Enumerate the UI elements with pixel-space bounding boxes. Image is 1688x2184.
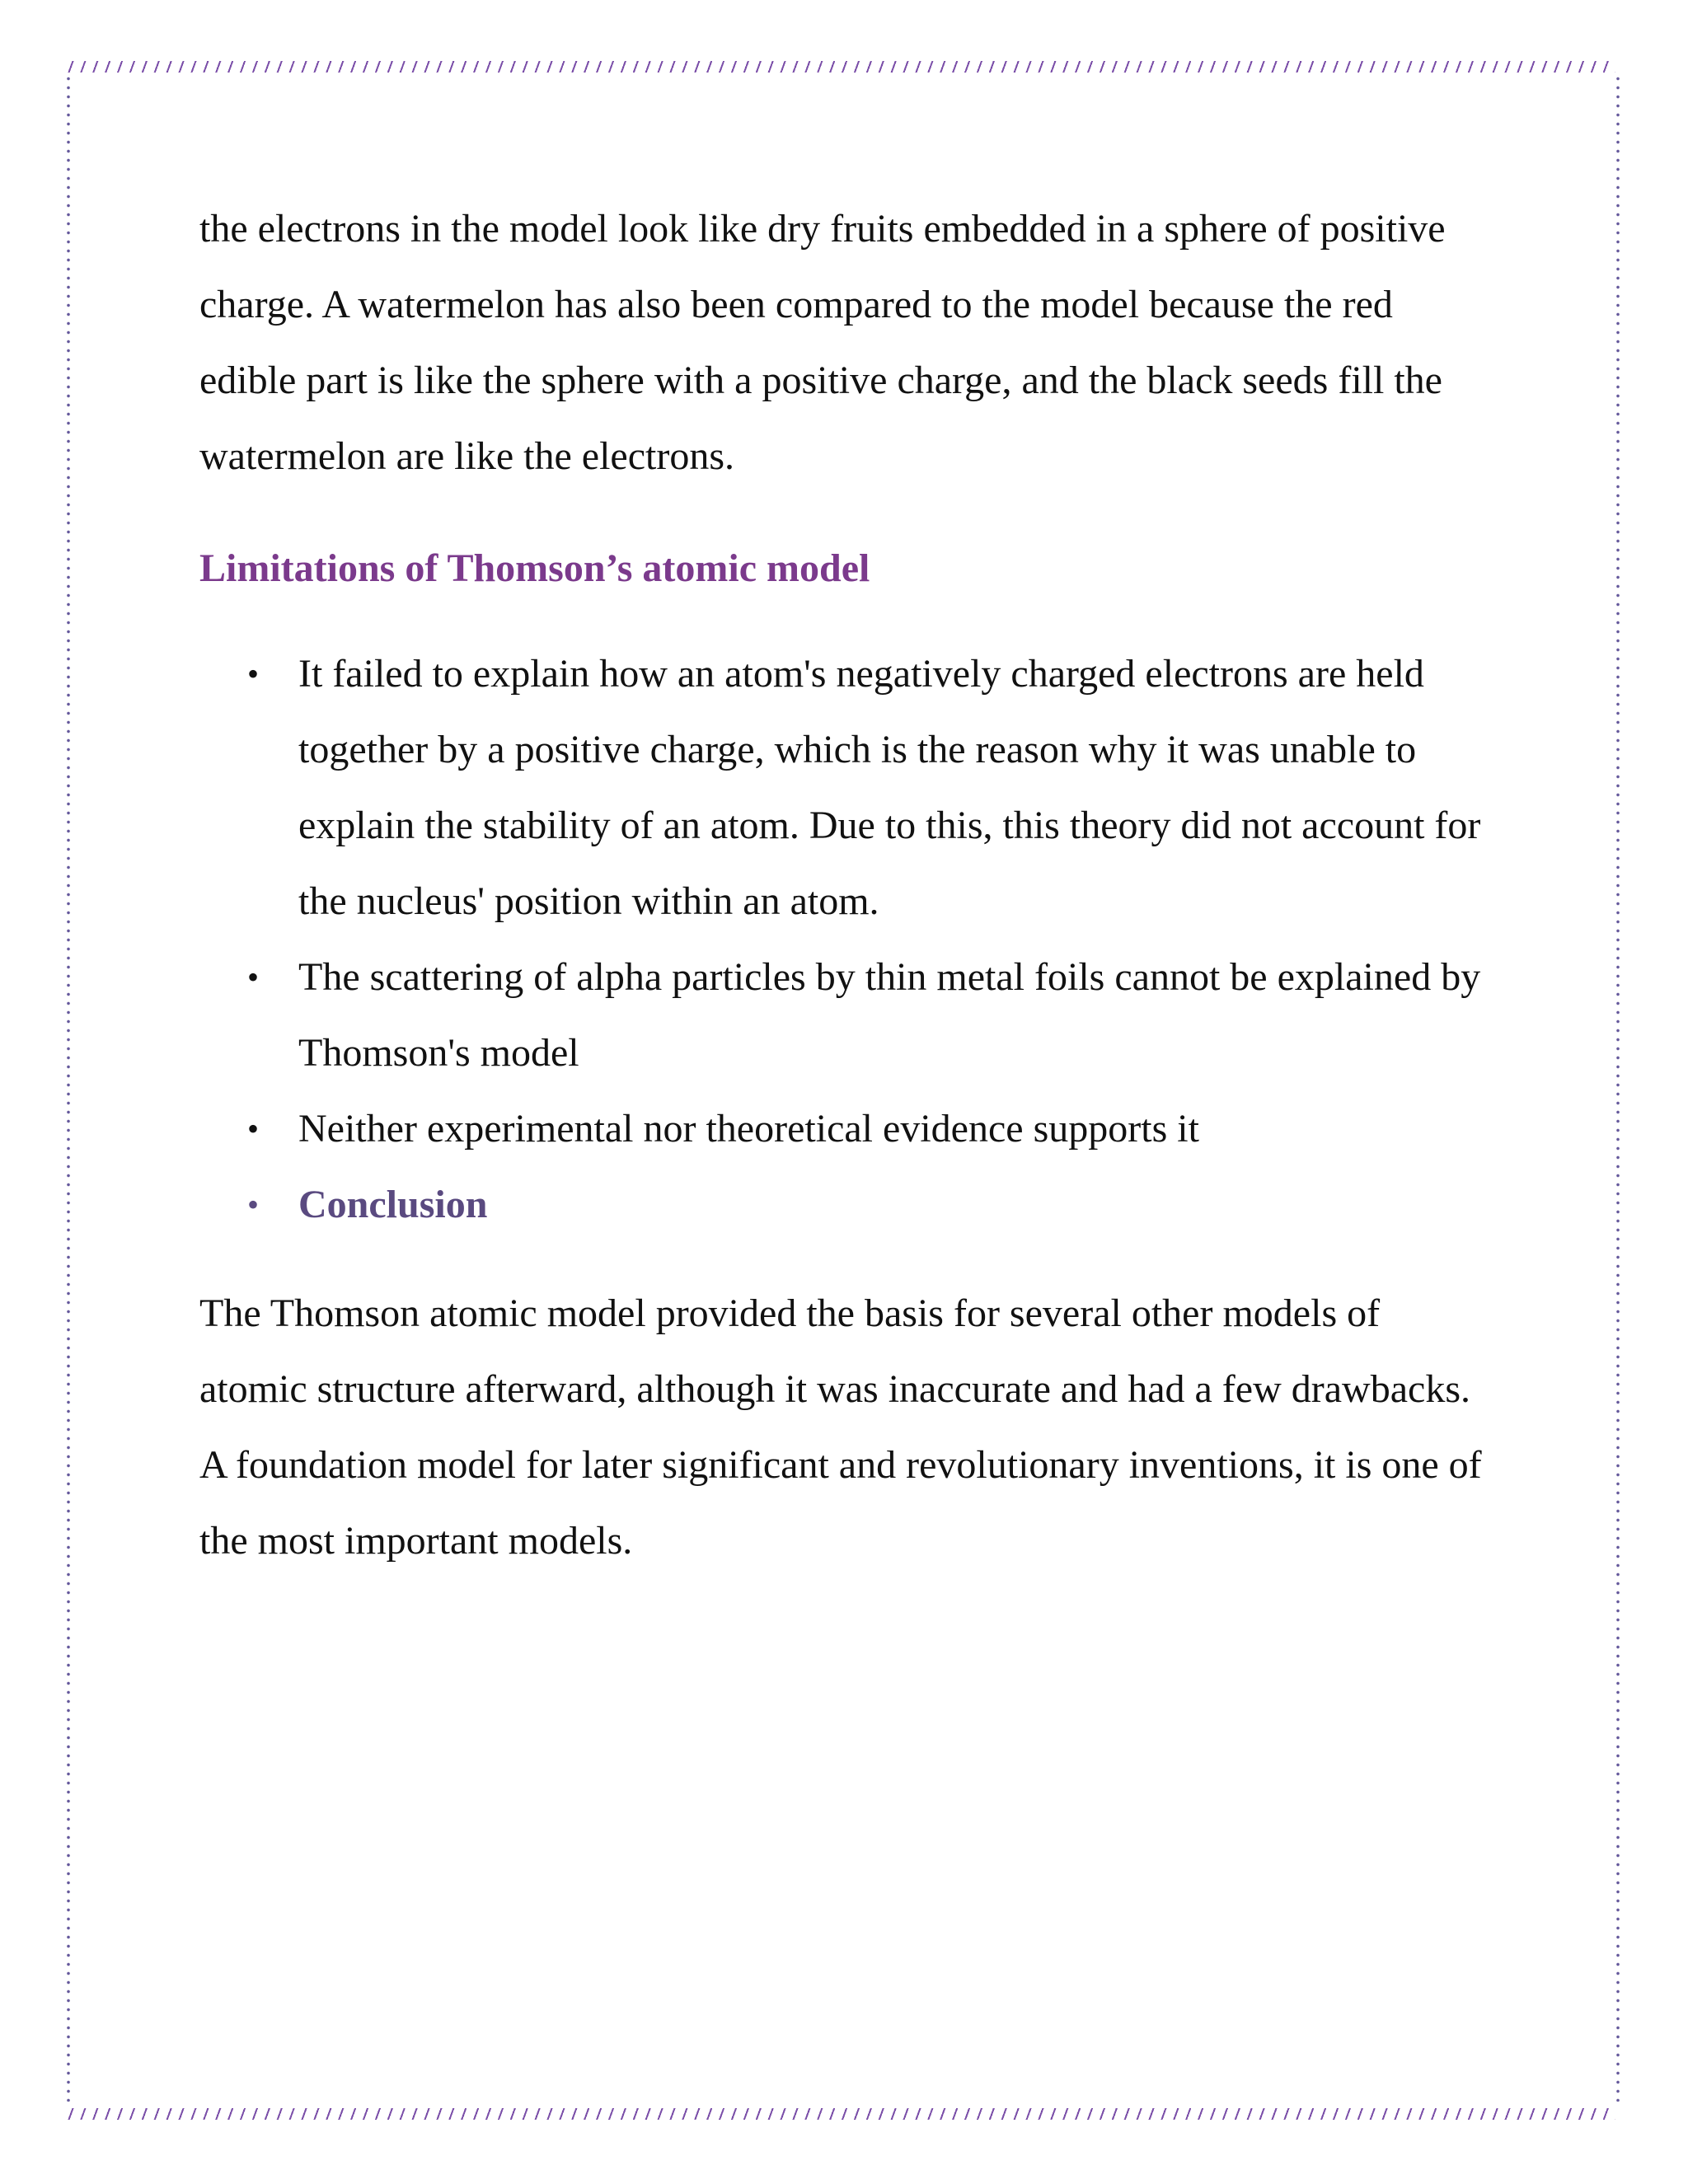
page-border-left (66, 74, 71, 2102)
list-item-text: Neither experimental nor theoretical evidence supports it (298, 1107, 1199, 1151)
bullet-icon: • (247, 1186, 260, 1223)
document-body (199, 191, 1485, 1579)
list-item (199, 1091, 1485, 1167)
list-item (199, 636, 1485, 940)
page-border-top (66, 61, 1615, 73)
conclusion-paragraph: The Thomson atomic model provided the basis for several other models of atomic structure afterward, although it was inaccurate and had a few drawbacks. A foundation model for later significant and revolutionary inventions, it is one of the most important models. (199, 1291, 1482, 1563)
page-border-right (1615, 74, 1620, 2102)
conclusion-heading: Conclusion (298, 1183, 488, 1226)
bullet-icon: • (247, 958, 260, 996)
conclusion-heading-item (199, 1167, 1485, 1243)
bullet-icon: • (247, 655, 260, 692)
bullet-icon: • (247, 1110, 260, 1147)
page-border-bottom (66, 2108, 1615, 2120)
list-item (199, 940, 1485, 1091)
list-item-text: It failed to explain how an atom's negatively charged electrons are held together by a positive charge, which is the reason why it was unable to explain the stability of an atom. Due to this, this theory did not account for the nucleus' position within an atom. (298, 652, 1481, 923)
limitations-heading: Limitations of Thomson’s atomic model (199, 546, 870, 590)
intro-paragraph: the electrons in the model look like dry fruits embedded in a sphere of positive charge. A watermelon has also been compared to the model because the red edible part is like the sphere with a positive charge, and the black seeds fill the watermelon are like the electrons. (199, 207, 1446, 478)
list-item-text: The scattering of alpha particles by thin metal foils cannot be explained by Thomson's model (298, 955, 1481, 1075)
limitations-list (199, 636, 1485, 1243)
